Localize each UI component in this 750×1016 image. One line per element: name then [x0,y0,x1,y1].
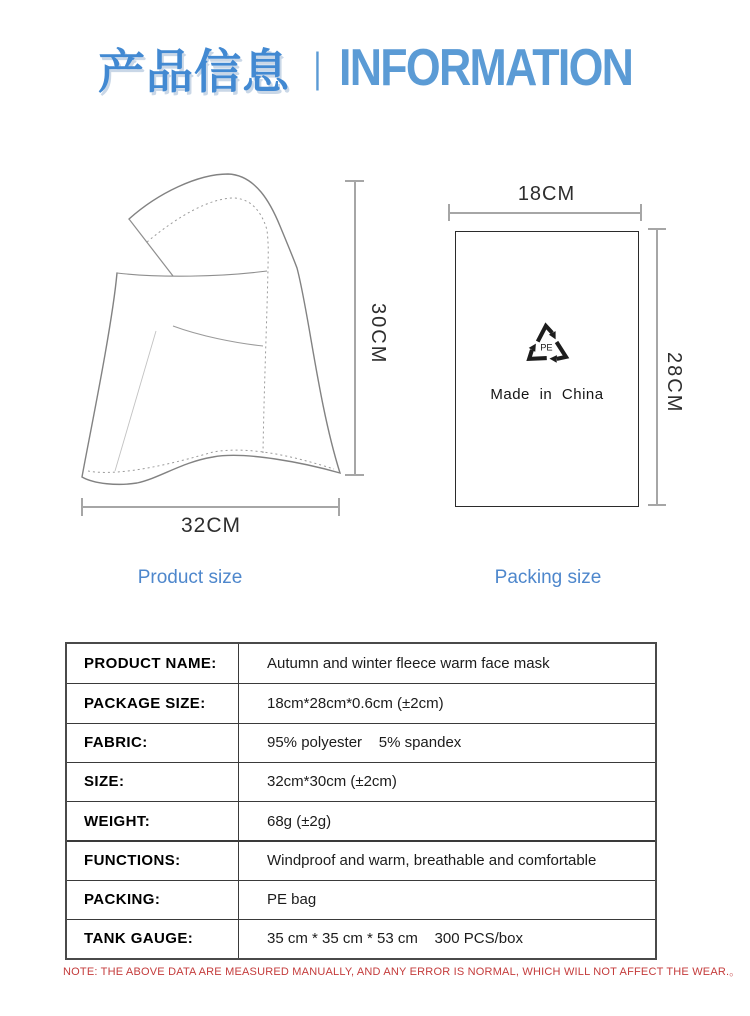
packing-bag-box [455,231,639,507]
product-size-caption: Product size [137,567,243,588]
packing-size-caption: Packing size [494,567,602,588]
table-row [67,919,655,958]
packing-width-dimension-line [450,212,640,214]
product-height-label: 30CM [367,303,389,365]
header-separator: | [313,44,322,91]
header-title-chinese: 产品信息 [98,44,290,98]
mask-chin-line [173,326,263,346]
spec-label: TANK GAUGE: [67,920,239,958]
spec-label: PACKAGE SIZE: [67,684,239,722]
mask-fold-line [117,271,267,276]
spec-value: 68g (±2g) [267,812,332,830]
spec-label: SIZE: [67,763,239,801]
packing-width-tick-right [640,204,642,221]
packing-width-label: 18CM [517,183,576,205]
page-header [98,36,680,100]
spec-label: FABRIC: [67,724,239,762]
spec-value: 35 cm * 35 cm * 53 cm 300 PCS/box [267,930,523,948]
mask-hood-seam-dashed [147,198,268,453]
made-in-china-text: Made in China [490,386,604,403]
spec-value: 95% polyester 5% spandex [267,734,462,752]
spec-value: 32cm*30cm (±2cm) [267,773,397,791]
spec-value: Windproof and warm, breathable and comfortable [267,852,597,870]
spec-table [65,642,657,960]
table-row [67,801,655,840]
table-row [67,840,655,879]
pe-recycling-icon [518,314,576,368]
mask-outline [82,174,340,484]
packing-height-label: 28CM [663,352,685,414]
product-width-dimension-line [83,506,338,508]
product-height-tick-bottom [345,474,364,476]
pe-symbol-text: PE [540,342,553,353]
product-height-dimension-line [354,182,356,474]
table-row [67,762,655,801]
table-row [67,723,655,762]
spec-label: WEIGHT: [67,802,239,840]
table-row [67,880,655,919]
spec-value: 18cm*28cm*0.6cm (±2cm) [267,694,444,712]
spec-value: Autumn and winter fleece warm face mask [267,655,550,673]
packing-height-tick-bottom [648,504,666,506]
packing-height-dimension-line [656,230,658,504]
mask-hem-dashed [88,450,334,472]
header-title-english: INFORMATION [338,39,633,97]
spec-label: FUNCTIONS: [67,842,239,879]
mask-crease-line [115,331,156,471]
product-width-label: 32CM [180,514,242,537]
mask-flap-edge [129,219,173,276]
spec-value: PE bag [267,891,317,909]
spec-label: PRODUCT NAME: [67,644,239,683]
spec-label: PACKING: [67,881,239,919]
measurement-note: NOTE: THE ABOVE DATA ARE MEASURED MANUALLY, AND ANY ERROR IS NORMAL, WHICH WILL NOT AFFECT THE WEAR.。 [63,966,741,978]
face-mask-drawing [70,168,355,523]
table-row [67,683,655,722]
table-row [67,644,655,683]
